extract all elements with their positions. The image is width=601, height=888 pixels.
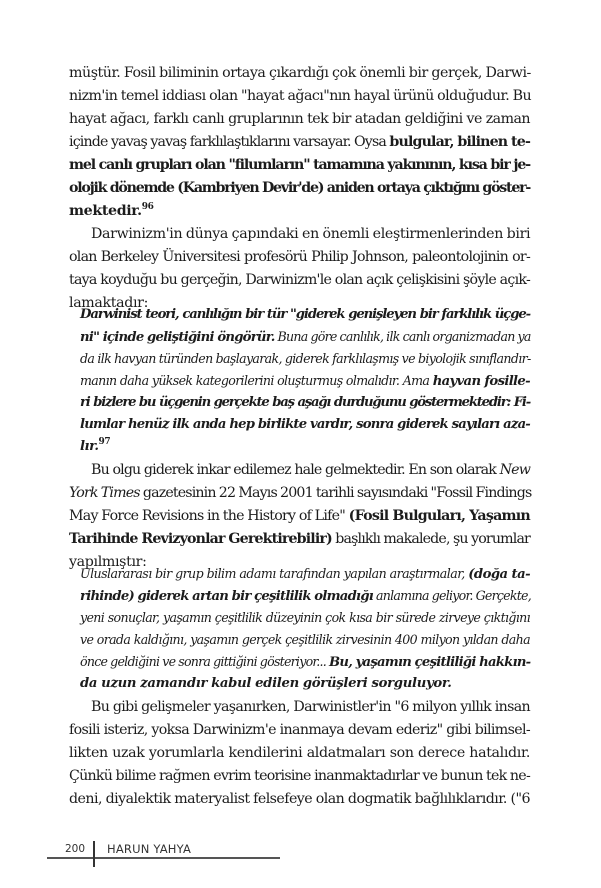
footnote-ref[interactable]: 96	[141, 202, 154, 212]
bold-text: (Fosil Bulguları, Yaşamın	[348, 508, 530, 524]
text: Bu olgu giderek inkar edilemez hale gelmektedir. En son olarak	[91, 462, 500, 478]
text: Bu gibi gelişmeler yaşanırken, Darwinistler'in "6 milyon yıllık insan	[91, 699, 530, 715]
text: başlıklı makalede, şu yorumlar	[331, 531, 530, 547]
bold-text: mel canlı grupları olan "filumların" tamamına yakınının, kısa bir je-	[69, 157, 530, 173]
italic-text: Buna göre canlılık, ilk canlı organizmadan ya	[274, 329, 531, 344]
text: nizm'in temel iddiası olan "hayat ağacı"nın hayal ürünü olduğudur. Bu	[69, 88, 532, 104]
text: olan Berkeley Üniversitesi profesörü Philip Johnson, paleontolojinin or-	[69, 249, 530, 265]
text-line	[69, 131, 530, 154]
text-line	[69, 505, 530, 528]
italic-text: Uluslararası bir grup bilim adamı tarafından yapılan araştırmalar,	[80, 566, 469, 581]
quote-line	[80, 563, 530, 585]
text-line	[91, 696, 530, 719]
footer-author: HARUN YAHYA	[107, 842, 192, 856]
bold-italic-text: rihinde) giderek artan bir çeşitlilik olmadığı	[80, 589, 374, 604]
footnote-ref[interactable]: 97	[98, 437, 111, 447]
bold-italic-text: da uzun zamandır kabul edilen görüşleri sorguluyor.	[80, 676, 452, 691]
text: yapılmıştır:	[69, 554, 147, 570]
quote-line	[80, 348, 530, 370]
text-line	[69, 742, 530, 765]
bold-italic-text: Bu, yaşamın çeşitliliği hakkın-	[329, 655, 531, 670]
text-line	[69, 177, 530, 200]
text-line	[69, 246, 530, 269]
italic-text: manın daha yüksek kategorilerini oluşturmuş olmalıdır. Ama	[80, 373, 433, 388]
text-line	[69, 719, 530, 742]
text-line	[69, 765, 530, 788]
bold-italic-text: ri bizlere bu üçgenin gerçekte baş aşağı durduğunu göstermektedir: Fi-	[80, 395, 530, 410]
text: hayat ağacı, farklı canlı gruplarının tek bir atadan geldiğini ve zaman	[69, 111, 530, 127]
text-line	[69, 788, 530, 811]
bold-text: mektedir.	[69, 203, 142, 219]
quote-line	[80, 585, 530, 607]
quote-line	[80, 607, 530, 629]
footer-divider	[93, 841, 95, 867]
bold-italic-text: (doğa ta-	[468, 567, 530, 582]
bold-text: Tarihinde Revizyonlar Gerektirebilir)	[69, 531, 332, 547]
bold-text: olojik dönemde (Kambriyen Devir'de) aniden ortaya çıktığını göster-	[69, 180, 530, 196]
quote-line	[80, 673, 530, 695]
bold-italic-text: ni" içinde geliştiğini öngörür.	[80, 330, 275, 345]
text-line	[69, 108, 530, 131]
text: May Force Revisions in the History of Life"	[69, 508, 349, 524]
text: taya koyduğu bu gerçeğin, Darwinizm'le olan açık çelişkisini şöyle açık-	[69, 272, 530, 288]
bold-italic-text: hayvan fosille-	[432, 374, 530, 389]
text: Çünkü bilime rağmen evrim teorisine inanmaktadırlar ve bunun tek ne-	[69, 768, 530, 784]
italic-text: anlamına geliyor. Gerçekte,	[373, 588, 532, 603]
quote-line	[80, 304, 530, 326]
italic-text: ve orada kaldığını, yaşamın gerçek çeşitlilik zirvesinin 400 milyon yıldan daha	[80, 632, 530, 647]
text: gazetesinin 22 Mayıs 2001 tarihli sayısındaki "Fossil Findings	[139, 485, 532, 501]
text: Darwinizm'in dünya çapındaki en önemli eleştirmenlerinden biri	[91, 226, 531, 242]
quote-line	[80, 370, 530, 392]
bold-italic-text: lumlar henüz ilk anda hep birlikte vardır, sonra giderek sayıları aza-	[80, 417, 530, 432]
text: içinde yavaş yavaş farklılaştıklarını varsayar. Oysa	[69, 134, 390, 150]
page-number: 200	[65, 843, 86, 855]
text: fosili isteriz, yoksa Darwinizm'e inanmaya devam ederiz" gibi bilimsel-	[69, 722, 530, 738]
text-line	[69, 528, 530, 551]
text-line	[69, 200, 530, 223]
quote-line	[80, 436, 530, 458]
text: deni, diyalektik materyalist felsefeye olan dogmatik bağlılıklarıdır. ("6	[69, 791, 530, 807]
quote-line	[80, 651, 530, 673]
text: lamaktadır:	[69, 295, 148, 311]
italic-text: New	[499, 462, 530, 478]
italic-text: önce geldiğini ve sonra gittiğini gösteriyor...	[80, 654, 330, 669]
bold-italic-text: lır.	[80, 439, 99, 454]
text-line	[69, 154, 530, 177]
italic-text: yeni sonuçlar, yaşamın çeşitlilik düzeyinin çok kısa bir sürede zirveye çıktığını	[80, 610, 530, 625]
quote-line	[80, 392, 530, 414]
quote-line	[80, 326, 530, 348]
italic-text: York Times	[69, 485, 140, 501]
text-line	[69, 62, 530, 85]
quote-line	[80, 629, 530, 651]
bold-text: bulgular, bilinen te-	[389, 134, 530, 150]
text-line	[69, 85, 530, 108]
text-line	[91, 223, 530, 246]
text-line	[91, 459, 530, 482]
text: likten uzak yorumlarla kendilerini aldatmaları son derece hatalıdır.	[69, 745, 530, 761]
quote-line	[80, 414, 530, 436]
text-line	[69, 482, 530, 505]
text-line	[69, 269, 530, 292]
footer-rule	[47, 857, 280, 859]
text: müştür. Fosil biliminin ortaya çıkardığı çok önemli bir gerçek, Darwi-	[69, 65, 531, 81]
italic-text: da ilk havyan türünden başlayarak, giderek farklılaşmış ve biyolojik sınıflandır-	[80, 351, 531, 366]
bold-italic-text: Darwinist teori, canlılığın bir tür "giderek genişleyen bir farklılık üçge-	[80, 307, 530, 322]
